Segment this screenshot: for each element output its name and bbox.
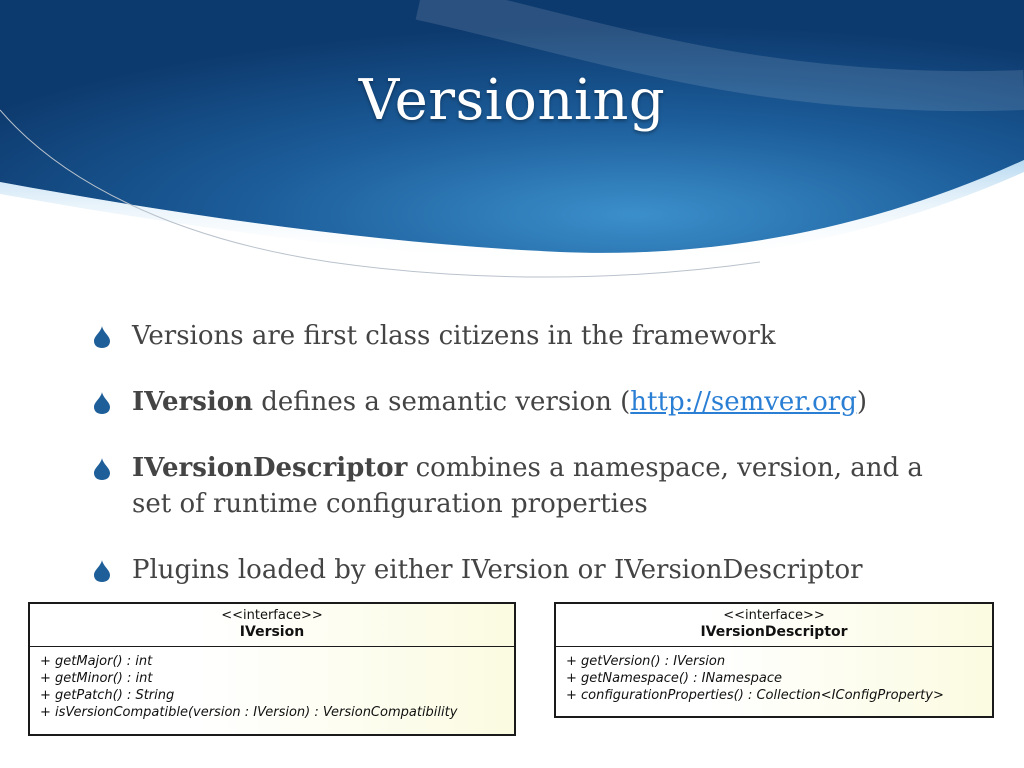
bullet-text: combines a namespace, version, and a set of runtime configuration properties xyxy=(132,453,923,519)
bullet-list xyxy=(94,318,924,588)
bullet-item xyxy=(94,450,924,522)
header-background xyxy=(0,0,1024,300)
uml-operation: + getVersion() : IVersion xyxy=(566,654,726,669)
uml-class-iversion xyxy=(28,602,516,736)
uml-operation: + getMinor() : int xyxy=(40,671,153,686)
uml-stereotype: <<interface>> xyxy=(221,608,323,623)
bullet-text: defines a semantic version ( xyxy=(252,387,631,417)
droplet-bullet-icon xyxy=(94,458,110,480)
bullet-bold-term: IVersion xyxy=(132,387,253,417)
uml-stereotype: <<interface>> xyxy=(723,608,825,623)
droplet-bullet-icon xyxy=(94,392,110,414)
uml-operations xyxy=(556,647,992,704)
bullet-item xyxy=(94,552,924,588)
slide-title: Versioning xyxy=(358,68,666,133)
uml-operation: + getPatch() : String xyxy=(40,688,175,703)
droplet-bullet-icon xyxy=(94,326,110,348)
uml-operations xyxy=(30,647,514,721)
bullet-item xyxy=(94,384,924,420)
bullet-bold-term: IVersionDescriptor xyxy=(132,453,408,483)
bullet-item xyxy=(94,318,924,354)
uml-class-name: IVersion xyxy=(239,624,305,640)
bullet-text: Plugins loaded by either IVersion or IVersionDescriptor xyxy=(132,555,863,585)
uml-operation: + getMajor() : int xyxy=(40,654,153,669)
bullet-text-suffix: ) xyxy=(856,387,868,417)
uml-operation: + configurationProperties() : Collection<IConfigProperty> xyxy=(566,688,944,703)
uml-class-header xyxy=(30,604,514,647)
uml-operation: + isVersionCompatible(version : IVersion) : VersionCompatibility xyxy=(40,705,458,720)
uml-class-header xyxy=(556,604,992,647)
uml-class-iversiondescriptor xyxy=(554,602,994,718)
semver-link[interactable]: http://semver.org xyxy=(630,387,857,417)
uml-class-name: IVersionDescriptor xyxy=(700,624,848,640)
bullet-text: Versions are first class citizens in the framework xyxy=(132,321,776,351)
droplet-bullet-icon xyxy=(94,560,110,582)
uml-operation: + getNamespace() : INamespace xyxy=(566,671,782,686)
